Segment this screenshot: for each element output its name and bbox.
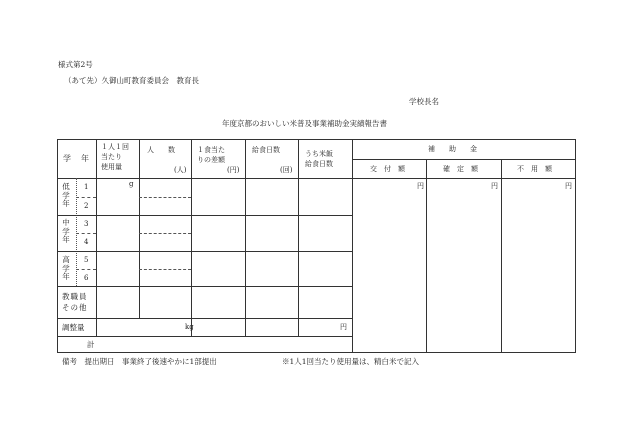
addressee: （あて先）久御山町教育委員会 教育長 bbox=[64, 76, 199, 85]
grade-6: 6 bbox=[84, 274, 89, 282]
header-rice-meals-1: うち米飯 bbox=[305, 150, 333, 158]
form-number: 様式第2号 bbox=[58, 60, 93, 69]
adjust-kg-unit: kg bbox=[185, 323, 194, 331]
header-grant-amount: 交 付 額 bbox=[370, 165, 405, 173]
grade-2: 2 bbox=[84, 202, 89, 210]
adjust-yen-unit: 円 bbox=[340, 323, 347, 331]
header-people: 人 数 bbox=[147, 146, 175, 154]
header-meals: 給食日数 bbox=[252, 146, 280, 154]
total-label: 計 bbox=[87, 340, 95, 349]
footer-note-usage: ※1人1回当たり使用量は、精白米で記入 bbox=[282, 357, 420, 366]
header-usage-3: 使用量 bbox=[101, 163, 122, 171]
grant-yen-unit: 円 bbox=[417, 182, 424, 190]
footer-note: 備考 提出期日 事業終了後速やかに1部提出 bbox=[62, 357, 217, 366]
group-label-upper: 高学年 bbox=[62, 255, 70, 282]
group-label-middle: 中学年 bbox=[62, 218, 70, 245]
grade-4: 4 bbox=[84, 238, 89, 246]
header-rice-meals-2: 給食日数 bbox=[305, 160, 333, 168]
header-usage-1: １人１回 bbox=[101, 143, 129, 151]
header-fixed-amount: 確 定 額 bbox=[443, 165, 478, 173]
header-unused-amount: 不 用 額 bbox=[517, 165, 552, 173]
adjust-label: 調整量 bbox=[62, 323, 85, 332]
header-subsidy: 補 助 金 bbox=[428, 145, 477, 153]
usage-g-unit: g bbox=[129, 180, 134, 188]
staff-label-2: その他 bbox=[62, 303, 88, 312]
header-grade: 学 年 bbox=[63, 154, 90, 163]
grade-5: 5 bbox=[84, 256, 89, 264]
header-people-unit: (人) bbox=[174, 166, 187, 174]
header-usage-2: 当たり bbox=[101, 153, 122, 161]
principal-name-label: 学校長名 bbox=[409, 97, 439, 106]
header-unit-cost-2: りの差額 bbox=[197, 156, 225, 164]
fixed-yen-unit: 円 bbox=[491, 182, 498, 190]
grade-3: 3 bbox=[84, 220, 89, 228]
grade-1: 1 bbox=[84, 183, 89, 191]
staff-label-1: 教職員 bbox=[62, 292, 88, 301]
unused-yen-unit: 円 bbox=[565, 182, 572, 190]
header-unit-cost-unit: (円) bbox=[227, 166, 240, 174]
report-title: 年度京都のおいしい米普及事業補助金実績報告書 bbox=[222, 119, 387, 128]
group-label-lower: 低学年 bbox=[62, 182, 70, 209]
header-meals-unit: (回) bbox=[280, 166, 293, 174]
header-unit-cost-1: １食当た bbox=[197, 146, 225, 154]
